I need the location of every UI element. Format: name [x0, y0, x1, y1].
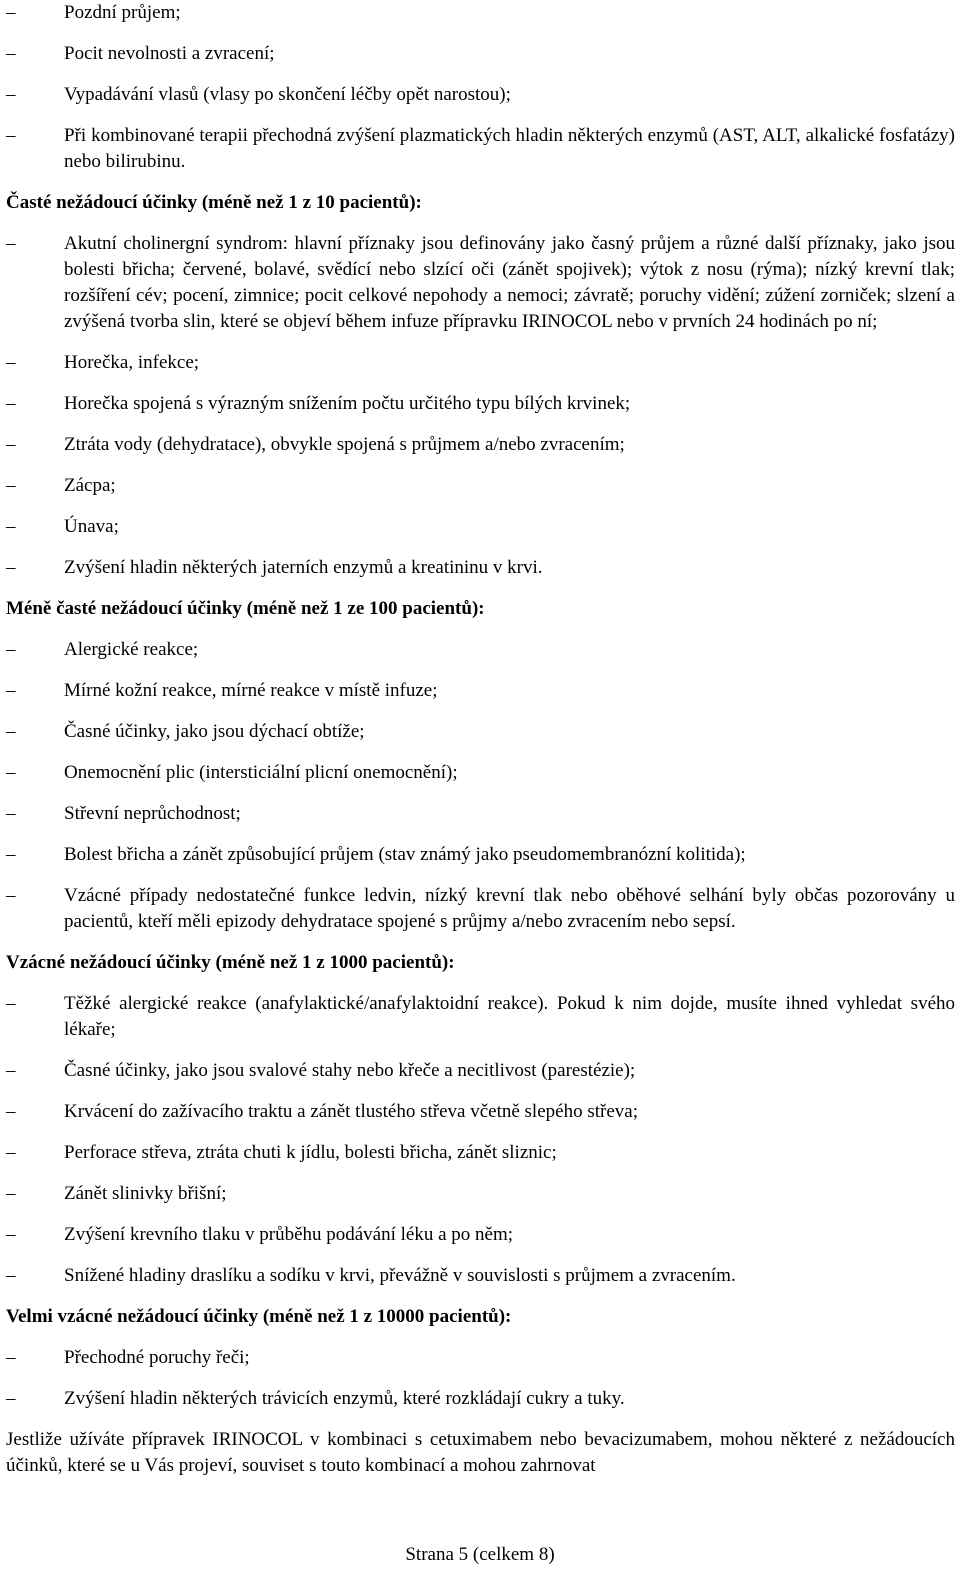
list-item [6, 719, 955, 745]
list-item [6, 432, 955, 458]
list-item [6, 801, 955, 827]
list-item-text: Vzácné případy nedostatečné funkce ledvin, nízký krevní tlak nebo oběhové selhání byly občas pozorovány u pacientů, kteří měli epizody dehydratace spojené s průjmy a/nebo zvracením nebo sepsí. [64, 885, 955, 932]
list-item [6, 82, 955, 108]
list-item [6, 1099, 955, 1125]
list-item-text: Krvácení do zažívacího traktu a zánět tlustého střeva včetně slepého střeva; [64, 1101, 638, 1122]
dash-bullet-icon: – [6, 762, 16, 783]
list-item-text: Zvýšení hladin některých trávicích enzymů, které rozkládají cukry a tuky. [64, 1388, 625, 1409]
list-item-text: Ztráta vody (dehydratace), obvykle spojená s průjmem a/nebo zvracením; [64, 434, 625, 455]
list-item-text: Zánět slinivky břišní; [64, 1183, 227, 1204]
dash-bullet-icon: – [6, 516, 16, 537]
dash-bullet-icon: – [6, 2, 16, 23]
list-item-text: Přechodné poruchy řeči; [64, 1347, 250, 1368]
list-item [6, 1222, 955, 1248]
dash-bullet-icon: – [6, 84, 16, 105]
list-item [6, 637, 955, 663]
list-item [6, 391, 955, 417]
list-item [6, 350, 955, 376]
list-item [6, 1181, 955, 1207]
dash-bullet-icon: – [6, 844, 16, 865]
dash-bullet-icon: – [6, 1224, 16, 1245]
section-heading: Velmi vzácné nežádoucí účinky (méně než 1 z 10000 pacientů): [6, 1306, 512, 1327]
dash-bullet-icon: – [6, 993, 16, 1014]
list-item [6, 555, 955, 581]
list-item-text: Těžké alergické reakce (anafylaktické/anafylaktoidní reakce). Pokud k nim dojde, musíte ihned vyhledat svého lékaře; [64, 993, 955, 1040]
list-item [6, 991, 955, 1043]
list-item [6, 123, 955, 175]
side-effect-list [6, 991, 955, 1289]
list-item-text: Časné účinky, jako jsou svalové stahy nebo křeče a necitlivost (parestézie); [64, 1060, 636, 1081]
list-item-text: Alergické reakce; [64, 639, 199, 660]
list-item [6, 473, 955, 499]
document-page [6, 0, 955, 1479]
list-item-text: Při kombinované terapii přechodná zvýšení plazmatických hladin některých enzymů (AST, ALT, alkalické fosfatázy) nebo bilirubinu. [64, 125, 955, 172]
list-item-text: Horečka, infekce; [64, 352, 200, 373]
list-item [6, 1345, 955, 1371]
side-effects-content [6, 0, 955, 1412]
dash-bullet-icon: – [6, 557, 16, 578]
side-effect-list [6, 0, 955, 175]
list-item-text: Pozdní průjem; [64, 2, 181, 23]
dash-bullet-icon: – [6, 721, 16, 742]
list-item [6, 1140, 955, 1166]
dash-bullet-icon: – [6, 1183, 16, 1204]
list-item [6, 1058, 955, 1084]
list-item [6, 514, 955, 540]
section-heading: Vzácné nežádoucí účinky (méně než 1 z 1000 pacientů): [6, 952, 455, 973]
dash-bullet-icon: – [6, 885, 16, 906]
dash-bullet-icon: – [6, 233, 16, 254]
list-item-text: Bolest břicha a zánět způsobující průjem (stav známý jako pseudomembranózní kolitida); [64, 844, 746, 865]
dash-bullet-icon: – [6, 1101, 16, 1122]
list-item-text: Snížené hladiny draslíku a sodíku v krvi, převážně v souvislosti s průjmem a zvracením. [64, 1265, 736, 1286]
dash-bullet-icon: – [6, 352, 16, 373]
list-item-text: Mírné kožní reakce, mírné reakce v místě infuze; [64, 680, 438, 701]
list-item-text: Zvýšení krevního tlaku v průběhu podávání léku a po něm; [64, 1224, 514, 1245]
dash-bullet-icon: – [6, 43, 16, 64]
page-footer: Strana 5 (celkem 8) [405, 1544, 555, 1565]
list-item-text: Časné účinky, jako jsou dýchací obtíže; [64, 721, 365, 742]
list-item-text: Zácpa; [64, 475, 116, 496]
list-item [6, 0, 955, 26]
list-item-text: Zvýšení hladin některých jaterních enzymů a kreatininu v krvi. [64, 557, 543, 578]
dash-bullet-icon: – [6, 1388, 16, 1409]
dash-bullet-icon: – [6, 803, 16, 824]
list-item [6, 883, 955, 935]
list-item-text: Akutní cholinergní syndrom: hlavní příznaky jsou definovány jako časný průjem a různé další příznaky, jako jsou bolesti břicha; červené, bolavé, svědící nebo slzící oči (zánět spojivek); výtok z nosu (rýma); nízký krevní tlak; rozšíření cév; pocení, zimnice; pocit celkové nepohody a nemoci; závratě; poruchy vidění; zúžení zorniček; slzení a zvýšená tvorba slin, které se objeví během infuze přípravku IRINOCOL nebo v prvních 24 hodinách po ní; [64, 233, 955, 332]
closing-paragraph: Jestliže užíváte přípravek IRINOCOL v kombinaci s cetuximabem nebo bevacizumabem, mohou některé z nežádoucích účinků, které se u Vás projeví, souviset s touto kombinací a mohou zahrnovat [6, 1429, 955, 1476]
dash-bullet-icon: – [6, 434, 16, 455]
list-item-text: Horečka spojená s výrazným snížením počtu určitého typu bílých krvinek; [64, 393, 631, 414]
side-effect-list [6, 231, 955, 581]
side-effect-list [6, 637, 955, 935]
list-item-text: Únava; [64, 516, 119, 537]
dash-bullet-icon: – [6, 680, 16, 701]
list-item [6, 231, 955, 335]
list-item [6, 842, 955, 868]
list-item-text: Střevní neprůchodnost; [64, 803, 241, 824]
list-item [6, 760, 955, 786]
list-item-text: Perforace střeva, ztráta chuti k jídlu, bolesti břicha, zánět sliznic; [64, 1142, 557, 1163]
list-item-text: Vypadávání vlasů (vlasy po skončení léčby opět narostou); [64, 84, 511, 105]
section-heading: Méně časté nežádoucí účinky (méně než 1 ze 100 pacientů): [6, 598, 485, 619]
dash-bullet-icon: – [6, 1265, 16, 1286]
dash-bullet-icon: – [6, 1347, 16, 1368]
list-item-text: Pocit nevolnosti a zvracení; [64, 43, 275, 64]
dash-bullet-icon: – [6, 1060, 16, 1081]
dash-bullet-icon: – [6, 639, 16, 660]
dash-bullet-icon: – [6, 475, 16, 496]
dash-bullet-icon: – [6, 125, 16, 146]
dash-bullet-icon: – [6, 393, 16, 414]
list-item [6, 678, 955, 704]
side-effect-list [6, 1345, 955, 1412]
section-heading: Časté nežádoucí účinky (méně než 1 z 10 pacientů): [6, 192, 422, 213]
list-item-text: Onemocnění plic (intersticiální plicní onemocnění); [64, 762, 458, 783]
list-item [6, 1386, 955, 1412]
list-item [6, 41, 955, 67]
list-item [6, 1263, 955, 1289]
dash-bullet-icon: – [6, 1142, 16, 1163]
